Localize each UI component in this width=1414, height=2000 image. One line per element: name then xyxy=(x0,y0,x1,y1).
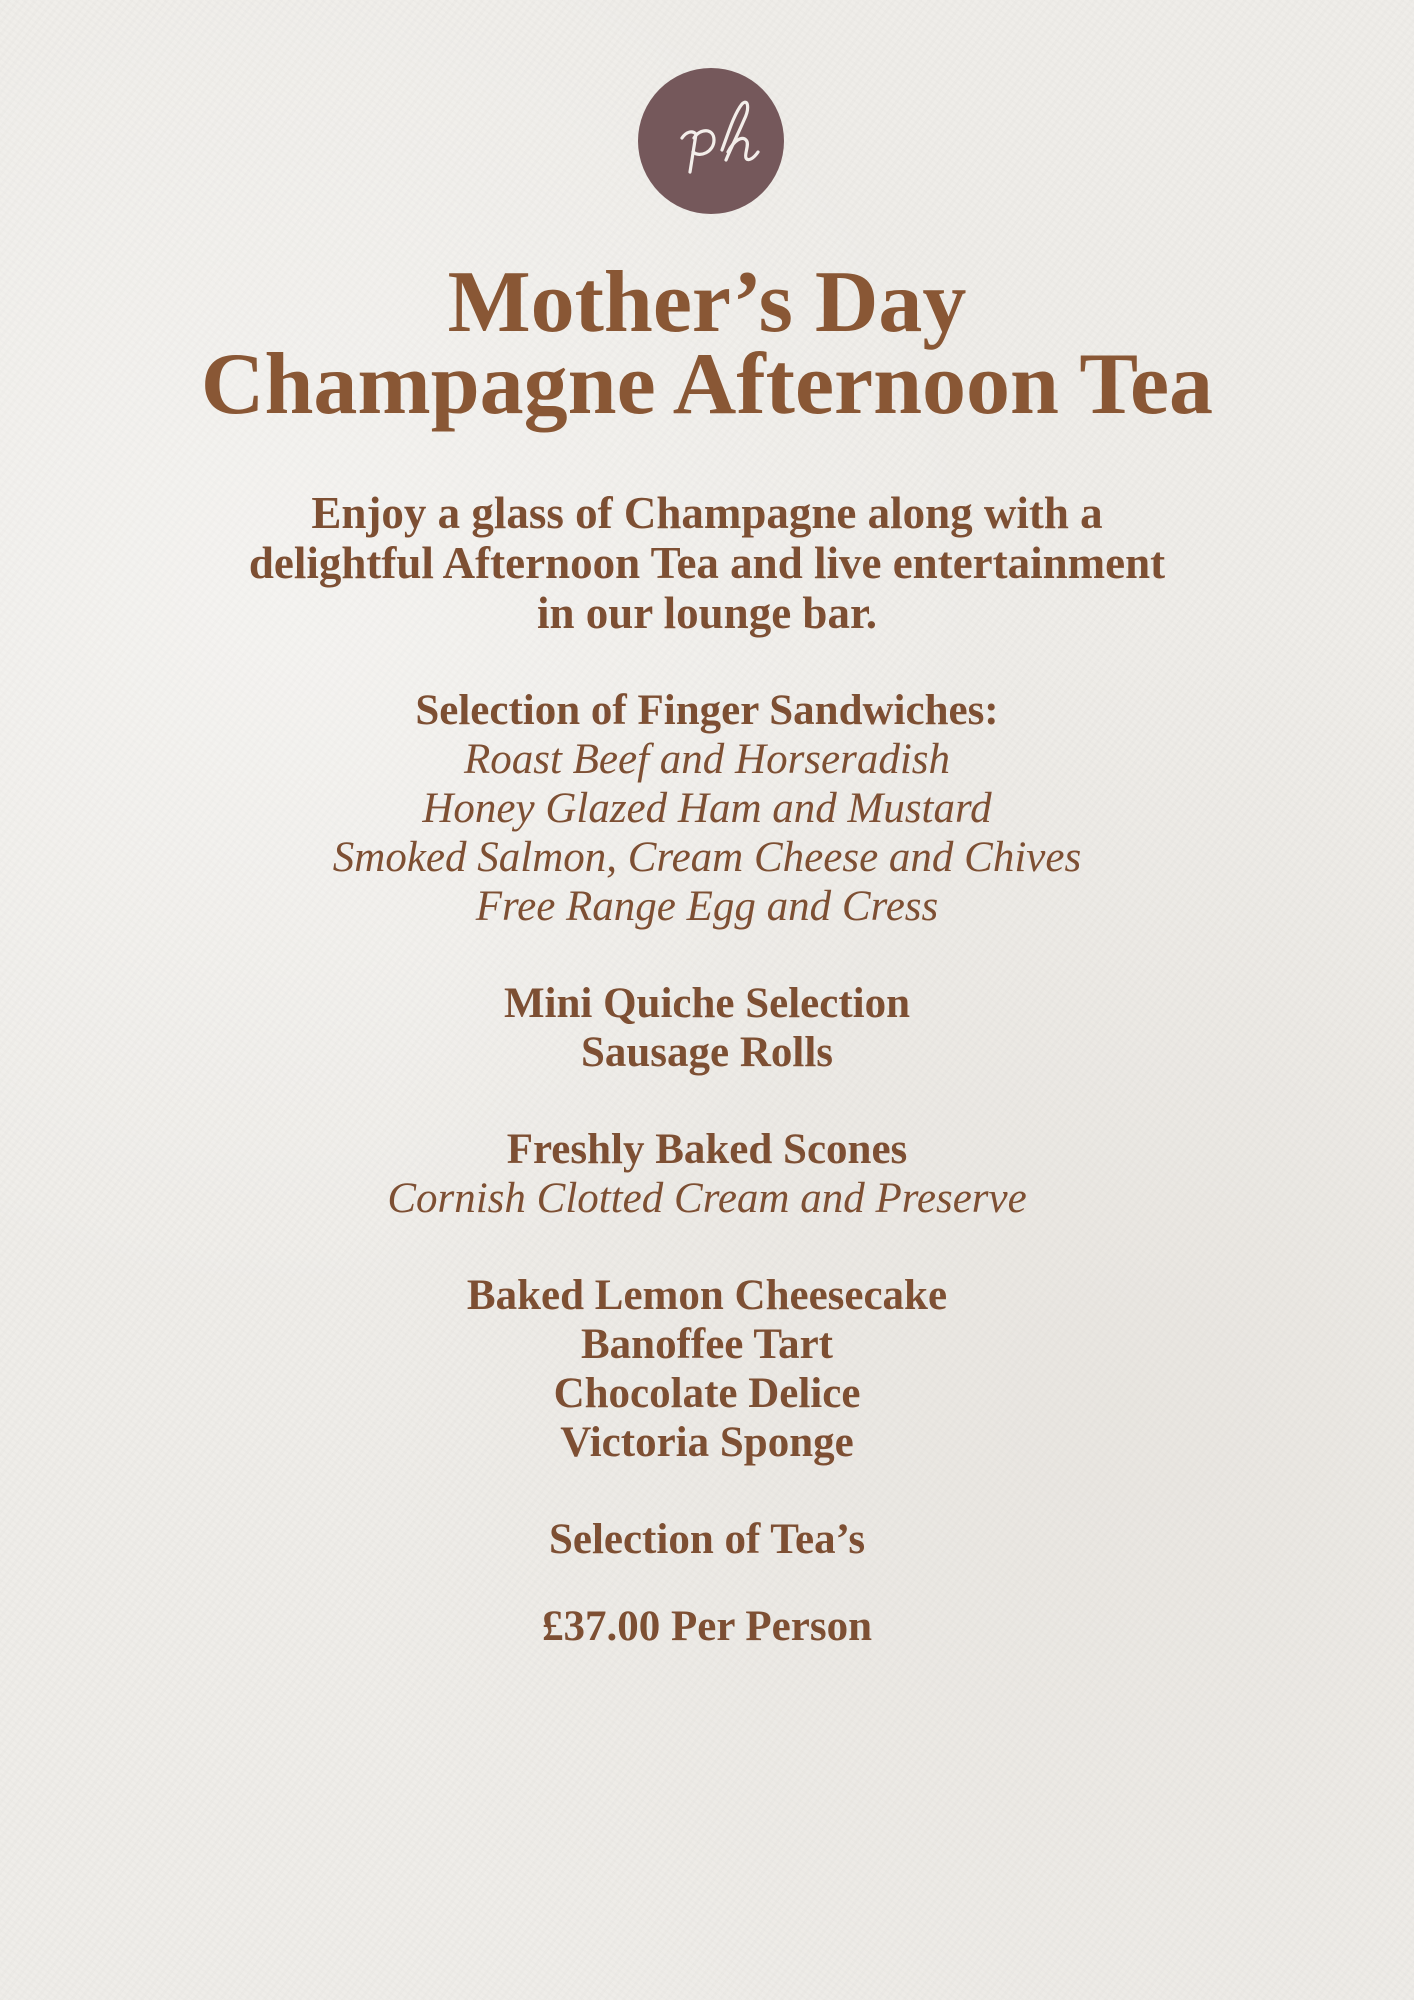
tea-heading: Selection of Tea’s xyxy=(548,1516,866,1563)
ph-monogram-icon xyxy=(638,68,784,214)
menu-list xyxy=(0,686,1414,1699)
cake-item: Baked Lemon Cheesecake xyxy=(466,1272,948,1319)
savoury-item: Mini Quiche Selection xyxy=(503,980,911,1027)
price-text: £37.00 Per Person xyxy=(542,1603,872,1650)
sandwiches-section xyxy=(0,686,1414,931)
title-line-2: Champagne Afternoon Tea xyxy=(200,336,1214,433)
ph-logo xyxy=(638,68,784,214)
intro-line-1: Enjoy a glass of Champagne along with a xyxy=(311,488,1103,538)
scones-heading: Freshly Baked Scones xyxy=(506,1126,908,1173)
cake-item: Victoria Sponge xyxy=(560,1419,854,1466)
price-section xyxy=(0,1602,1414,1651)
scones-section xyxy=(0,1125,1414,1223)
sandwiches-heading: Selection of Finger Sandwiches: xyxy=(415,687,999,734)
savoury-item: Sausage Rolls xyxy=(580,1029,834,1076)
sandwich-item: Smoked Salmon, Cream Cheese and Chives xyxy=(332,834,1082,881)
savouries-section xyxy=(0,979,1414,1077)
cake-item: Chocolate Delice xyxy=(553,1370,861,1417)
intro-line-2: delightful Afternoon Tea and live entertainment xyxy=(248,538,1166,588)
cakes-section xyxy=(0,1271,1414,1467)
page-title xyxy=(0,254,1414,433)
intro-text xyxy=(0,488,1414,638)
tea-section xyxy=(0,1515,1414,1564)
title-line-1: Mother’s Day xyxy=(447,254,967,351)
scones-item: Cornish Clotted Cream and Preserve xyxy=(387,1175,1027,1222)
intro-line-3: in our lounge bar. xyxy=(536,588,878,638)
sandwich-item: Honey Glazed Ham and Mustard xyxy=(422,785,992,832)
cake-item: Banoffee Tart xyxy=(580,1321,834,1368)
sandwich-item: Roast Beef and Horseradish xyxy=(463,736,951,783)
sandwich-item: Free Range Egg and Cress xyxy=(475,883,939,930)
